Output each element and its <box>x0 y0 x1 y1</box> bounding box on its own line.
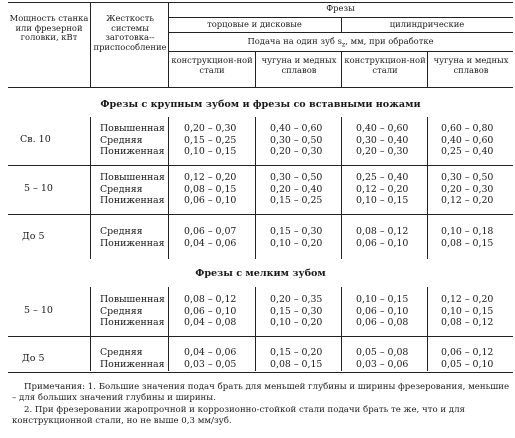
feed-iron-cyl <box>441 123 493 158</box>
note-2: 2. При фрезеровании жаропрочной и коррозионно-стойкой стали подачи брать те же, что и для конструкционной стали, но не выше 0,3 мм/зуб. <box>12 405 465 426</box>
rule-body-v5 <box>427 117 428 259</box>
feed-value: 0,30 – 0,50 <box>441 172 494 183</box>
feed-value: 0,04 – 0,06 <box>184 237 237 249</box>
feed-value: 0,06 – 0,08 <box>356 317 409 328</box>
rigidity-label: Средняя <box>100 305 143 317</box>
feed-value: 0,30 – 0,50 <box>270 172 323 183</box>
rule-v-col1 <box>90 2 91 87</box>
feed-value: 0,40 – 0,60 <box>270 123 323 134</box>
rigidity-label: Пониженная <box>100 237 165 249</box>
rule-body2-v1 <box>90 287 91 371</box>
subheader-iron-2: чугуна и медных сплавов <box>433 55 509 75</box>
rigidity-cell <box>100 294 165 329</box>
feed-value: 0,05 – 0,08 <box>356 347 409 358</box>
feed-value: 0,08 – 0,12 <box>441 317 494 328</box>
power-cell: До 5 <box>22 231 45 242</box>
rule-s1-g2 <box>8 214 513 215</box>
rigidity-label: Повышенная <box>100 123 165 134</box>
feed-value: 0,40 – 0,60 <box>356 123 409 134</box>
rule-body2-v2 <box>168 287 169 371</box>
feed-value: 0,15 – 0,25 <box>184 134 237 146</box>
feed-value: 0,25 – 0,40 <box>356 172 409 183</box>
feed-steel-cyl <box>356 294 408 329</box>
power-cell: 5 – 10 <box>24 183 53 194</box>
feed-value: 0,04 – 0,06 <box>184 347 237 358</box>
rule-body2-v3 <box>255 287 256 371</box>
feed-value: 0,10 – 0,15 <box>356 195 409 206</box>
feed-value: 0,03 – 0,06 <box>356 358 409 370</box>
rule-v-sub1 <box>255 51 256 87</box>
rigidity-label: Пониженная <box>100 195 165 206</box>
header-rigidity: Жесткость системы заготовка--приспособление <box>93 13 167 52</box>
feed-iron-cyl <box>441 226 493 249</box>
header-frezy: Фрезы <box>326 3 355 13</box>
feed-value: 0,08 – 0,12 <box>356 226 409 237</box>
rigidity-cell <box>100 347 165 370</box>
rigidity-label: Средняя <box>100 134 143 146</box>
feed-value: 0,06 – 0,07 <box>184 226 237 237</box>
feed-value: 0,20 – 0,40 <box>270 183 323 195</box>
feed-value: 0,06 – 0,10 <box>356 237 409 249</box>
feed-value: 0,08 – 0,15 <box>270 358 323 370</box>
feed-value: 0,12 – 0,20 <box>441 294 494 305</box>
feed-steel-face <box>184 123 236 158</box>
feed-value: 0,10 – 0,18 <box>441 226 494 237</box>
feed-value: 0,30 – 0,50 <box>270 134 323 146</box>
feed-value: 0,25 – 0,40 <box>441 146 494 157</box>
subheader-iron-1: чугуна и медных сплавов <box>261 55 337 75</box>
rule-s2-g1 <box>8 336 513 337</box>
rigidity-cell <box>100 226 165 249</box>
feed-value: 0,05 – 0,10 <box>441 358 494 370</box>
feed-steel-face <box>184 294 236 329</box>
feed-value: 0,12 – 0,20 <box>184 172 237 183</box>
feed-value: 0,15 – 0,30 <box>270 226 323 237</box>
feed-steel-cyl <box>356 347 408 370</box>
subheader-steel-1: конструкцион-ной стали <box>171 55 253 75</box>
feed-iron-face <box>270 123 322 158</box>
rigidity-cell <box>100 123 165 158</box>
rule-body-v2 <box>168 117 169 259</box>
feed-value: 0,03 – 0,05 <box>184 358 237 370</box>
feed-value: 0,08 – 0,15 <box>441 237 494 249</box>
power-cell: До 5 <box>22 353 45 364</box>
rule-s1-g1 <box>8 165 513 166</box>
feed-value: 0,08 – 0,15 <box>184 183 237 195</box>
rigidity-label: Повышенная <box>100 294 165 305</box>
header-feed-sub: z <box>341 40 346 49</box>
header-feed-main: Подача на один зуб s <box>247 36 342 46</box>
section-title-coarse: Фрезы с крупным зубом и фрезы со вставными ножами <box>100 99 421 110</box>
rule-body-v3 <box>255 117 256 259</box>
section-title-fine: Фрезы с мелким зубом <box>195 268 326 279</box>
rule-v-sub3 <box>427 51 428 87</box>
feed-iron-cyl <box>441 172 493 207</box>
rigidity-label: Повышенная <box>100 172 165 183</box>
feed-steel-cyl <box>356 172 408 207</box>
feed-value: 0,12 – 0,20 <box>356 183 409 195</box>
rule-body2-v4 <box>341 287 342 371</box>
feed-value: 0,40 – 0,60 <box>441 134 494 146</box>
feed-iron-face <box>270 172 322 207</box>
power-cell: Св. 10 <box>20 134 51 145</box>
feed-iron-cyl <box>441 294 493 329</box>
header-feed <box>168 37 513 50</box>
feed-iron-face <box>270 347 322 370</box>
rigidity-label: Средняя <box>100 347 143 358</box>
feed-value: 0,06 – 0,10 <box>184 305 237 317</box>
feed-value: 0,20 – 0,30 <box>184 123 237 134</box>
feed-value: 0,20 – 0,30 <box>270 146 323 157</box>
feed-iron-face <box>270 226 322 249</box>
rule-body-v1 <box>90 117 91 259</box>
feed-value: 0,10 – 0,20 <box>270 237 323 249</box>
rigidity-label: Средняя <box>100 226 143 237</box>
feed-iron-cyl <box>441 347 493 370</box>
power-cell: 5 – 10 <box>24 305 53 316</box>
feed-steel-face <box>184 172 236 207</box>
feed-value: 0,06 – 0,12 <box>441 347 494 358</box>
feed-value: 0,04 – 0,08 <box>184 317 237 328</box>
rule-body-v4 <box>341 117 342 259</box>
header-cylindrical: цилиндрические <box>389 19 465 29</box>
feed-value: 0,20 – 0,30 <box>441 183 494 195</box>
rule-header-bottom <box>8 87 513 88</box>
rigidity-label: Пониженная <box>100 146 165 157</box>
header-power: Мощность станка или фрезерной головки, кВт <box>9 13 89 43</box>
feed-steel-face <box>184 226 236 249</box>
feed-value: 0,60 – 0,80 <box>441 123 494 134</box>
header-feed-tail: , мм, при обработке <box>345 36 434 46</box>
rule-body2-v5 <box>427 287 428 371</box>
feed-value: 0,15 – 0,30 <box>270 305 323 317</box>
rule-below-groups <box>168 32 513 33</box>
feed-iron-face <box>270 294 322 329</box>
note-1: Примечания: 1. Большие значения подач брать для меньшей глубины и ширины фрезерования, меньшие – для больших значений глубины и ширины. <box>12 382 510 403</box>
feed-steel-face <box>184 347 236 370</box>
feed-value: 0,10 – 0,15 <box>441 305 494 317</box>
feed-steel-cyl <box>356 123 408 158</box>
rigidity-cell <box>100 172 165 207</box>
feed-steel-cyl <box>356 226 408 249</box>
rule-v-sub2 <box>341 51 342 87</box>
rule-table-bottom <box>8 372 513 373</box>
feed-value: 0,15 – 0,20 <box>270 347 323 358</box>
rigidity-label: Средняя <box>100 183 143 195</box>
rule-top <box>8 2 513 3</box>
subheader-steel-2: конструкцион-ной стали <box>344 55 426 75</box>
feed-value: 0,10 – 0,15 <box>356 294 409 305</box>
header-face-disc: торцовые и дисковые <box>207 19 302 29</box>
feed-value: 0,08 – 0,12 <box>184 294 237 305</box>
rigidity-label: Пониженная <box>100 358 165 370</box>
feed-value: 0,10 – 0,20 <box>270 317 323 328</box>
feed-value: 0,20 – 0,30 <box>356 146 409 157</box>
feed-value: 0,15 – 0,25 <box>270 195 323 206</box>
feed-value: 0,06 – 0,10 <box>184 195 237 206</box>
feed-value: 0,06 – 0,10 <box>356 305 409 317</box>
feed-value: 0,12 – 0,20 <box>441 195 494 206</box>
feed-value: 0,20 – 0,35 <box>270 294 323 305</box>
feed-value: 0,30 – 0,40 <box>356 134 409 146</box>
rigidity-label: Пониженная <box>100 317 165 328</box>
feed-value: 0,10 – 0,15 <box>184 146 237 157</box>
